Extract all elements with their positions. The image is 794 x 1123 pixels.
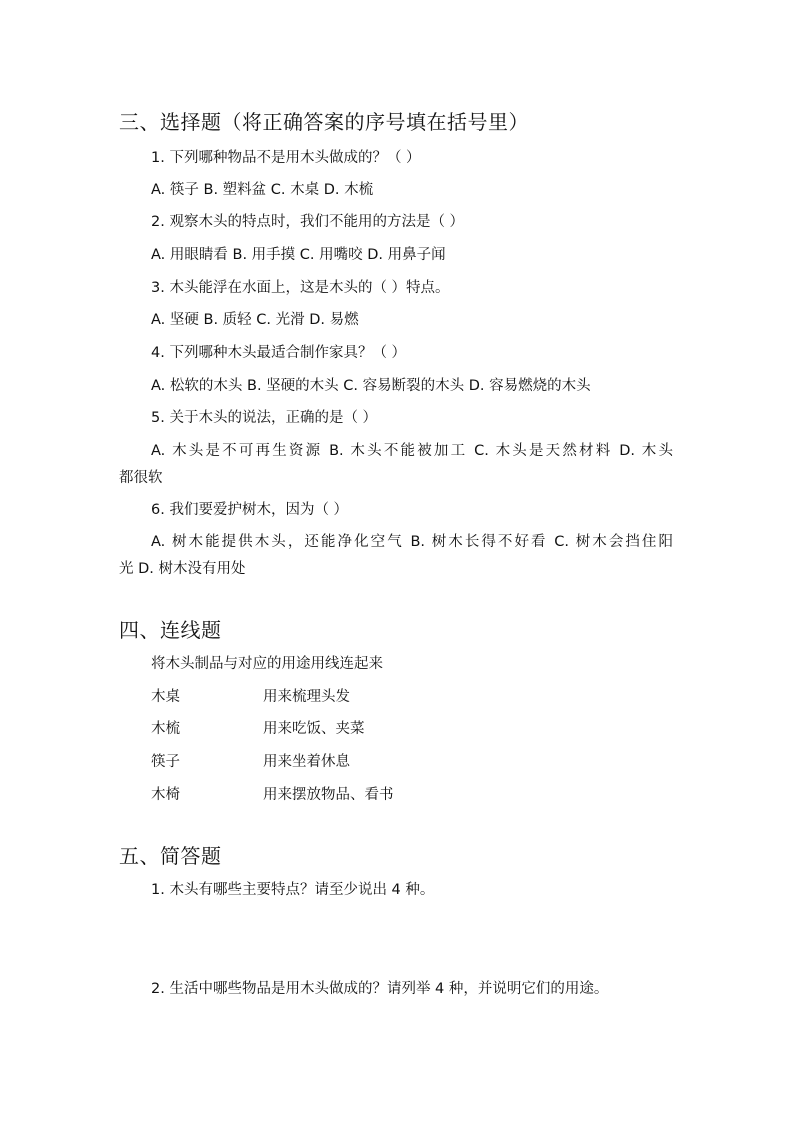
short-answer-question-2: 2. 生活中哪些物品是用木头做成的？请列举 4 种，并说明它们的用途。 bbox=[151, 981, 609, 997]
question-5: 5. 关于木头的说法，正确的是（ ） bbox=[151, 410, 378, 426]
question-6-options-line1: A. 树木能提供木头，还能净化空气 B. 树木长得不好看 C. 树木会挡住阳 bbox=[151, 534, 673, 550]
question-3: 3. 木头能浮在水面上，这是木头的（ ）特点。 bbox=[151, 280, 450, 296]
matching-item-right: 用来梳理头发 bbox=[263, 689, 350, 705]
matching-item-right: 用来摆放物品、看书 bbox=[263, 787, 394, 803]
short-answer-question-1: 1. 木头有哪些主要特点？请至少说出 4 种。 bbox=[151, 882, 435, 898]
matching-item-left: 木梳 bbox=[151, 721, 180, 737]
question-2-options: A. 用眼睛看 B. 用手摸 C. 用嘴咬 D. 用鼻子闻 bbox=[151, 247, 446, 263]
matching-item-left: 木椅 bbox=[151, 787, 180, 803]
section-5-title: 五、简答题 bbox=[119, 844, 222, 868]
question-5-options-line1: A. 木头是不可再生资源 B. 木头不能被加工 C. 木头是天然材料 D. 木头 bbox=[151, 443, 673, 459]
question-3-options: A. 坚硬 B. 质轻 C. 光滑 D. 易燃 bbox=[151, 312, 359, 328]
matching-item-left: 筷子 bbox=[151, 754, 180, 770]
question-5-options-line2: 都很软 bbox=[119, 470, 163, 486]
matching-item-right: 用来坐着休息 bbox=[263, 754, 350, 770]
question-1-options: A. 筷子 B. 塑料盆 C. 木桌 D. 木梳 bbox=[151, 182, 374, 198]
question-1: 1. 下列哪种物品不是用木头做成的？（ ） bbox=[151, 150, 421, 166]
question-4-options: A. 松软的木头 B. 坚硬的木头 C. 容易断裂的木头 D. 容易燃烧的木头 bbox=[151, 378, 591, 394]
question-6-options-line2: 光 D. 树木没有用处 bbox=[119, 561, 246, 577]
matching-item-left: 木桌 bbox=[151, 689, 180, 705]
section-4-title: 四、连线题 bbox=[119, 618, 222, 642]
question-6: 6. 我们要爱护树木，因为（ ） bbox=[151, 502, 349, 518]
question-2: 2. 观察木头的特点时，我们不能用的方法是（ ） bbox=[151, 214, 465, 230]
section-3-title: 三、选择题（将正确答案的序号填在括号里） bbox=[119, 110, 529, 134]
question-4: 4. 下列哪种木头最适合制作家具？（ ） bbox=[151, 345, 407, 361]
matching-instruction: 将木头制品与对应的用途用线连起来 bbox=[151, 656, 383, 672]
matching-item-right: 用来吃饭、夹菜 bbox=[263, 721, 365, 737]
